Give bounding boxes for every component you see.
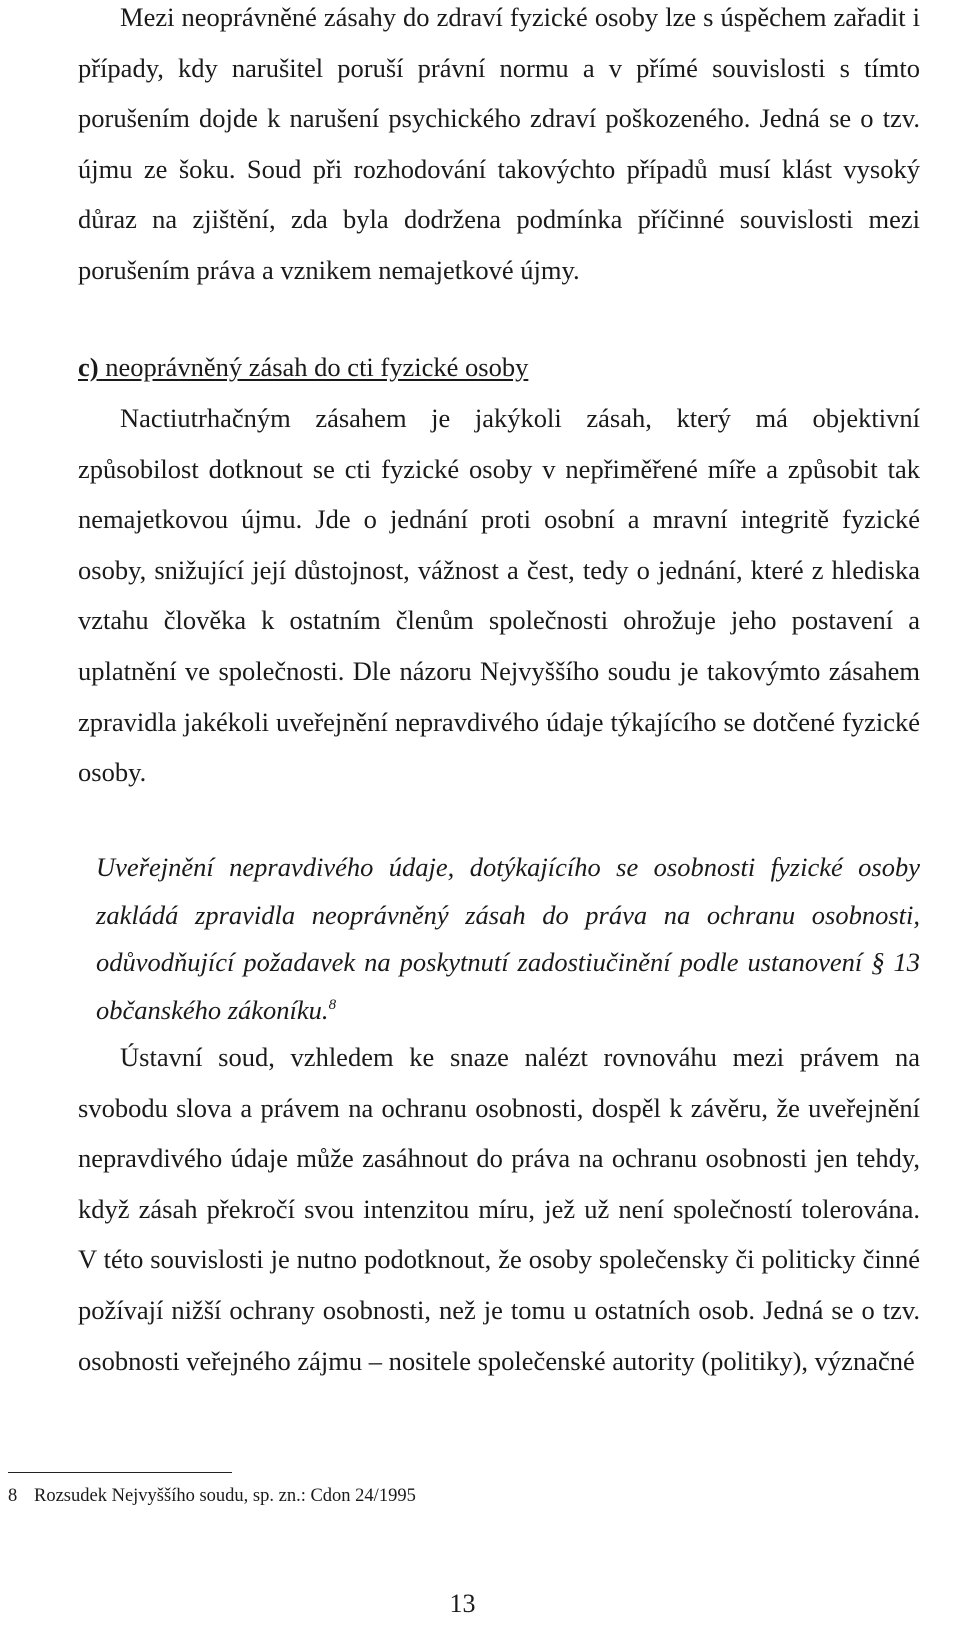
paragraph-shock-injury: Mezi neoprávněné zásahy do zdraví fyzické osoby lze s úspěchem zařadit i případy, kdy narušitel poruší právní normu a v přímé souvislosti s tímto porušením dojde k narušení psychického zdraví poškozeného. Jedná se o tzv. újmu ze šoku. Soud při rozhodování takovýchto případů musí klást vysoký důraz na zjištění, zda byla dodržena podmínka příčinné souvislosti mezi porušením práva a vznikem nemajetkové újmy. [78,2,920,285]
page-number: 13 [449,1589,476,1618]
paragraph-defamation: Nactiutrhačným zásahem je jakýkoli zásah, který má objektivní způsobilost dotknout se cti fyzické osoby v nepřiměřené míře a způsobit tak nemajetkovou újmu. Jde o jednání proti osobní a mravní integritě fyzické osoby, snižující její důstojnost, vážnost a čest, tedy o jednání, které z hlediska vztahu člověka k ostatním členům společnosti ohrožuje jeho postavení a uplatnění ve společnosti. Dle názoru Nejvyššího soudu je takovýmto zásahem zpravidla jakékoli uveřejnění nepravdivého údaje týkajícího se dotčené fyzické osoby. [78,403,920,788]
footnote [8,1483,416,1509]
section-heading-underlined [78,352,528,382]
paragraph-constitutional-court: Ústavní soud, vzhledem ke snaze nalézt rovnováhu mezi právem na svobodu slova a právem na ochranu osobnosti, dospěl k závěru, že uveřejnění nepravdivého údaje může zasáhnout do práva na ochranu osobnosti jen tehdy, když zásah překročí svou intenzitou míru, jež už není společností tolerována. V této souvislosti je nutno podotknout, že osoby společensky či politicky činné požívají nižší ochrany osobnosti, než je tomu u ostatních osob. Jedná se o tzv. osobnosti veřejného zájmu – nositele společenské autority (politiky), význačné [78,1042,920,1376]
footnote-reference[interactable]: 8 [328,996,337,1013]
section-heading [78,342,528,392]
footnote-number: 8 [8,1486,18,1506]
footnote-text: Rozsudek Nejvyššího soudu, sp. zn.: Cdon 24/1995 [34,1486,416,1506]
footnote-divider [8,1472,232,1473]
court-quote-text: Uveřejnění nepravdivého údaje, dotýkajícího se osobnosti fyzické osoby zakládá zpravidla neoprávněný zásah do práva na ochranu osobnosti, odůvodňující požadavek na poskytnutí zadostiučinění podle ustanovení § 13 občanského zákoníku. [96,852,920,1025]
court-quote [96,844,920,1034]
section-heading-label: c) [78,352,99,382]
section-heading-text: neoprávněný zásah do cti fyzické osoby [98,352,529,382]
